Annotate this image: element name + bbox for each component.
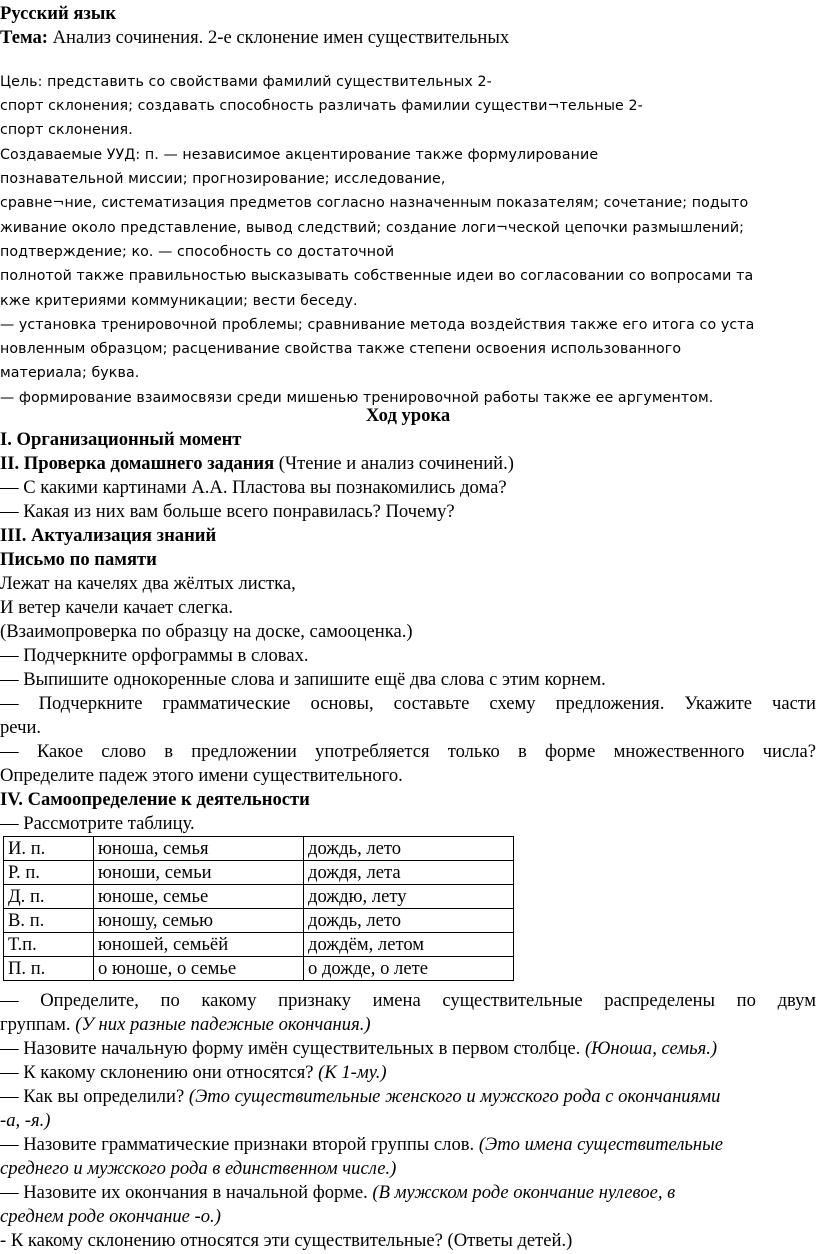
answer-line: -а, -я.) (0, 1110, 51, 1131)
table-intro: — Рассмотрите таблицу. (0, 813, 195, 834)
task-line: — Выпишите однокоренные слова и запишите ещё два слова с этим корнем. (0, 669, 606, 690)
task-line: Определите падеж этого имени существительного. (0, 765, 403, 786)
goal-line: новленным образцом; расценивание свойства также степени освоения использованного (0, 341, 682, 357)
goal-line: Цель: представить со свойствами фамилий существительных 2- (0, 74, 492, 90)
topic-label: Тема: (0, 27, 48, 48)
table-row (4, 909, 514, 933)
table-cell: П. п. (4, 957, 94, 981)
goal-line: сравне¬ние, систематизация предметов согласно назначенным показателям; сочетание; подыто (0, 195, 749, 211)
section-organizational: I. Организационный момент (0, 429, 242, 450)
section-homework-title: II. Проверка домашнего задания (0, 453, 275, 474)
dictation-title: Письмо по памяти (0, 549, 157, 570)
question-text: — Назовите начальную форму имён существительных в первом столбце. (0, 1038, 585, 1059)
table-cell: Р. п. (4, 861, 94, 885)
table-cell: юношей, семьёй (94, 933, 304, 957)
question-line (0, 1133, 816, 1157)
poem-line: И ветер качели качает слегка. (0, 597, 234, 618)
homework-question: — С какими картинами А.А. Пластова вы познакомились дома? (0, 477, 507, 498)
goal-line: живание около представление, вывод следствий; создание логи¬ческой цепочки размышлений; (0, 220, 745, 236)
table-row (4, 861, 514, 885)
table-row (4, 957, 514, 981)
question-text: — Назовите грамматические признаки второй группы слов. (0, 1134, 479, 1155)
task-line: — Подчеркните орфограммы в словах. (0, 645, 309, 666)
question-text: — Назовите их окончания в начальной форме. (0, 1182, 373, 1203)
goal-line: спорт склонения; создавать способность различать фамилии существи¬тельные 2- (0, 98, 643, 114)
task-line: — Подчеркните грамматические основы, составьте схему предложения. Укажите части (0, 693, 816, 714)
table-cell: о юноше, о семье (94, 957, 304, 981)
answer-text: (В мужском роде окончание нулевое, в (372, 1182, 676, 1203)
table-cell: И. п. (4, 837, 94, 861)
lesson-title: Ход урока (365, 405, 451, 426)
table-cell: дождь, лето (304, 837, 514, 861)
question-line (0, 1037, 816, 1061)
table-cell: о дожде, о лете (304, 957, 514, 981)
answer-text: (У них разные падежные окончания.) (75, 1014, 371, 1035)
table-cell: юноша, семья (94, 837, 304, 861)
table-row (4, 837, 514, 861)
table-cell: В. п. (4, 909, 94, 933)
question-line (0, 1013, 816, 1037)
task-line: речи. (0, 717, 42, 738)
subject-heading: Русский язык (0, 3, 117, 24)
table-cell: юношу, семью (94, 909, 304, 933)
goal-line: — формирование взаимосвязи среди мишенью тренировочной работы также ее аргументом. (0, 390, 714, 406)
question-text: — Как вы определили? (0, 1086, 189, 1107)
goal-line: кже критериями коммуникации; вести беседу. (0, 293, 358, 309)
section-self-determination: IV. Самоопределение к деятельности (0, 789, 310, 810)
question-text: — К какому склонению они относятся? (0, 1062, 319, 1083)
question-line (0, 1085, 816, 1109)
goal-line: спорт склонения. (0, 122, 133, 138)
question-line: — Определите, по какому признаку имена существительные распределены по двум (0, 990, 816, 1011)
goal-line: — установка тренировочной проблемы; сравнивание метода воздействия также его итога со уста (0, 317, 755, 333)
table-cell: Т.п. (4, 933, 94, 957)
question-line (0, 1181, 816, 1205)
table-cell: дождю, лету (304, 885, 514, 909)
table-cell: юноше, семье (94, 885, 304, 909)
section-homework (0, 452, 816, 476)
answer-text: (Это имена существительные (478, 1134, 723, 1155)
goal-line: подтверждение; ко. — способность со достаточной (0, 244, 395, 260)
table-cell: дождя, лета (304, 861, 514, 885)
homework-question: — Какая из них вам больше всего понравилась? Почему? (0, 501, 455, 522)
goal-line: полнотой также правильностью высказывать собственные идеи во согласовании со вопросами та (0, 268, 754, 284)
question-line: - К какому склонению относятся эти существительные? (Ответы детей.) (0, 1230, 573, 1251)
declension-table (3, 836, 514, 981)
answer-line: среднего и мужского рода в единственном числе.) (0, 1158, 397, 1179)
table-row (4, 885, 514, 909)
goal-line: познавательной миссии; прогнозирование; исследование, (0, 171, 446, 187)
section-homework-note: (Чтение и анализ сочинений.) (274, 453, 514, 474)
question-text: группам. (0, 1014, 76, 1035)
question-line (0, 1061, 816, 1085)
table-cell: дождём, летом (304, 933, 514, 957)
topic-text: Анализ сочинения. 2-е склонение имен существительных (47, 27, 510, 48)
table-row (4, 933, 514, 957)
table-cell: Д. п. (4, 885, 94, 909)
answer-text: (Это существительные женского и мужского рода с окончаниями (188, 1086, 721, 1107)
goal-line: Создаваемые УУД: п. — независимое акцентирование также формулирование (0, 147, 599, 163)
topic-line (0, 26, 816, 50)
answer-text: (К 1-му.) (318, 1062, 387, 1083)
section-actualization: III. Актуализация знаний (0, 525, 217, 546)
task-line: — Какое слово в предложении употребляется только в форме множественного числа? (0, 741, 816, 762)
poem-line: Лежат на качелях два жёлтых листка, (0, 573, 296, 594)
answer-line: среднем роде окончание -о.) (0, 1206, 221, 1227)
table-cell: юноши, семьи (94, 861, 304, 885)
goal-line: материала; буква. (0, 365, 140, 381)
answer-text: (Юноша, семья.) (584, 1038, 718, 1059)
table-cell: дождь, лето (304, 909, 514, 933)
check-note: (Взаимопроверка по образцу на доске, самооценка.) (0, 621, 413, 642)
